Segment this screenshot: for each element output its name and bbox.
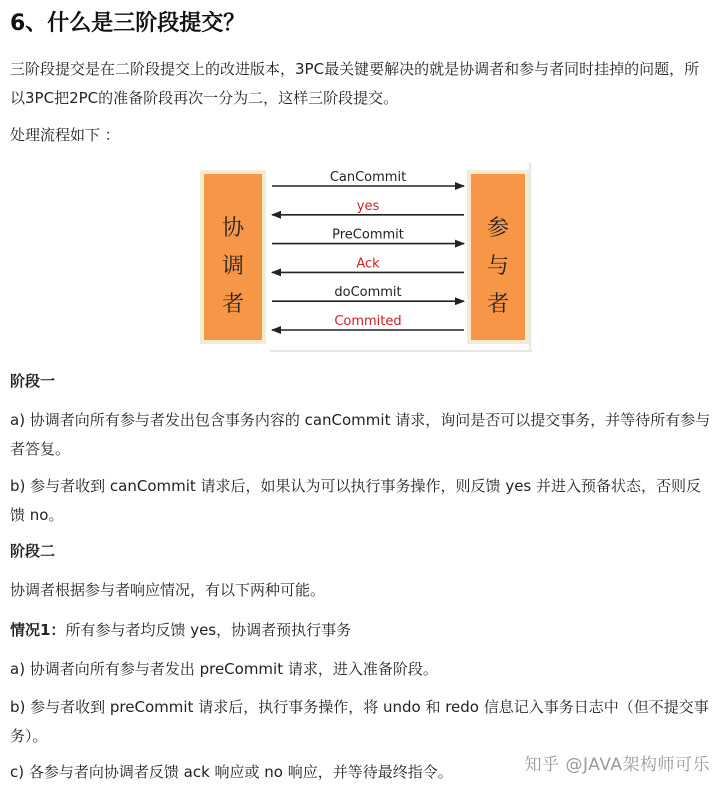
- message-label-4: Ack: [356, 256, 380, 272]
- intro-paragraph: 三阶段提交是在二阶段提交上的改进版本，3PC最关键要解决的就是协调者和参与者同时挂掉的问题，所以3PC把2PC的准备阶段再次一分为二，这样三阶段提交。: [10, 60, 700, 107]
- three-phase-commit-diagram: [196, 163, 532, 353]
- message-label-2: yes: [356, 198, 380, 214]
- case1-text: 所有参与者均反馈 yes，协调者预执行事务: [65, 621, 352, 639]
- case1-title: 情况1：: [10, 621, 66, 639]
- message-label-5: doCommit: [334, 285, 402, 301]
- message-label-6: Commited: [334, 314, 402, 329]
- page-title: 6、什么是三阶段提交？: [10, 11, 246, 36]
- phase2-item-b: b) 参与者收到 preCommit 请求后，执行事务操作，将 undo 和 redo 信息记入事务日志中（但不提交事务）。: [10, 698, 709, 745]
- message-label-1: CanCommit: [329, 170, 407, 185]
- case1-line: [10, 616, 712, 645]
- flow-label: 处理流程如下 ：: [10, 126, 120, 144]
- watermark: 知乎 @JAVA架构师可乐: [524, 755, 710, 775]
- phase1-item-b: b) 参与者收到 canCommit 请求后，如果认为可以执行事务操作，则反馈 yes 并进入预备状态，否则反馈 no。: [10, 477, 702, 524]
- phase1-item-a: a) 协调者向所有参与者发出包含事务内容的 canCommit 请求，询问是否可以提交事务，并等待所有参与者答复。: [10, 411, 711, 458]
- participant-label: 参 与 者: [486, 216, 509, 317]
- message-label-3: PreCommit: [332, 227, 404, 243]
- coordinator-label: 协 调 者: [221, 216, 244, 317]
- phase2-title: 阶段二: [10, 542, 56, 560]
- phase2-item-a: a) 协调者向所有参与者发出 preCommit 请求，进入准备阶段。: [10, 660, 438, 678]
- phase1-title: 阶段一: [10, 372, 56, 390]
- phase2-intro: 协调者根据参与者响应情况，有以下两种可能。: [10, 581, 326, 599]
- phase2-item-c: c) 各参与者向协调者反馈 ack 响应或 no 响应，并等待最终指令。: [10, 763, 453, 781]
